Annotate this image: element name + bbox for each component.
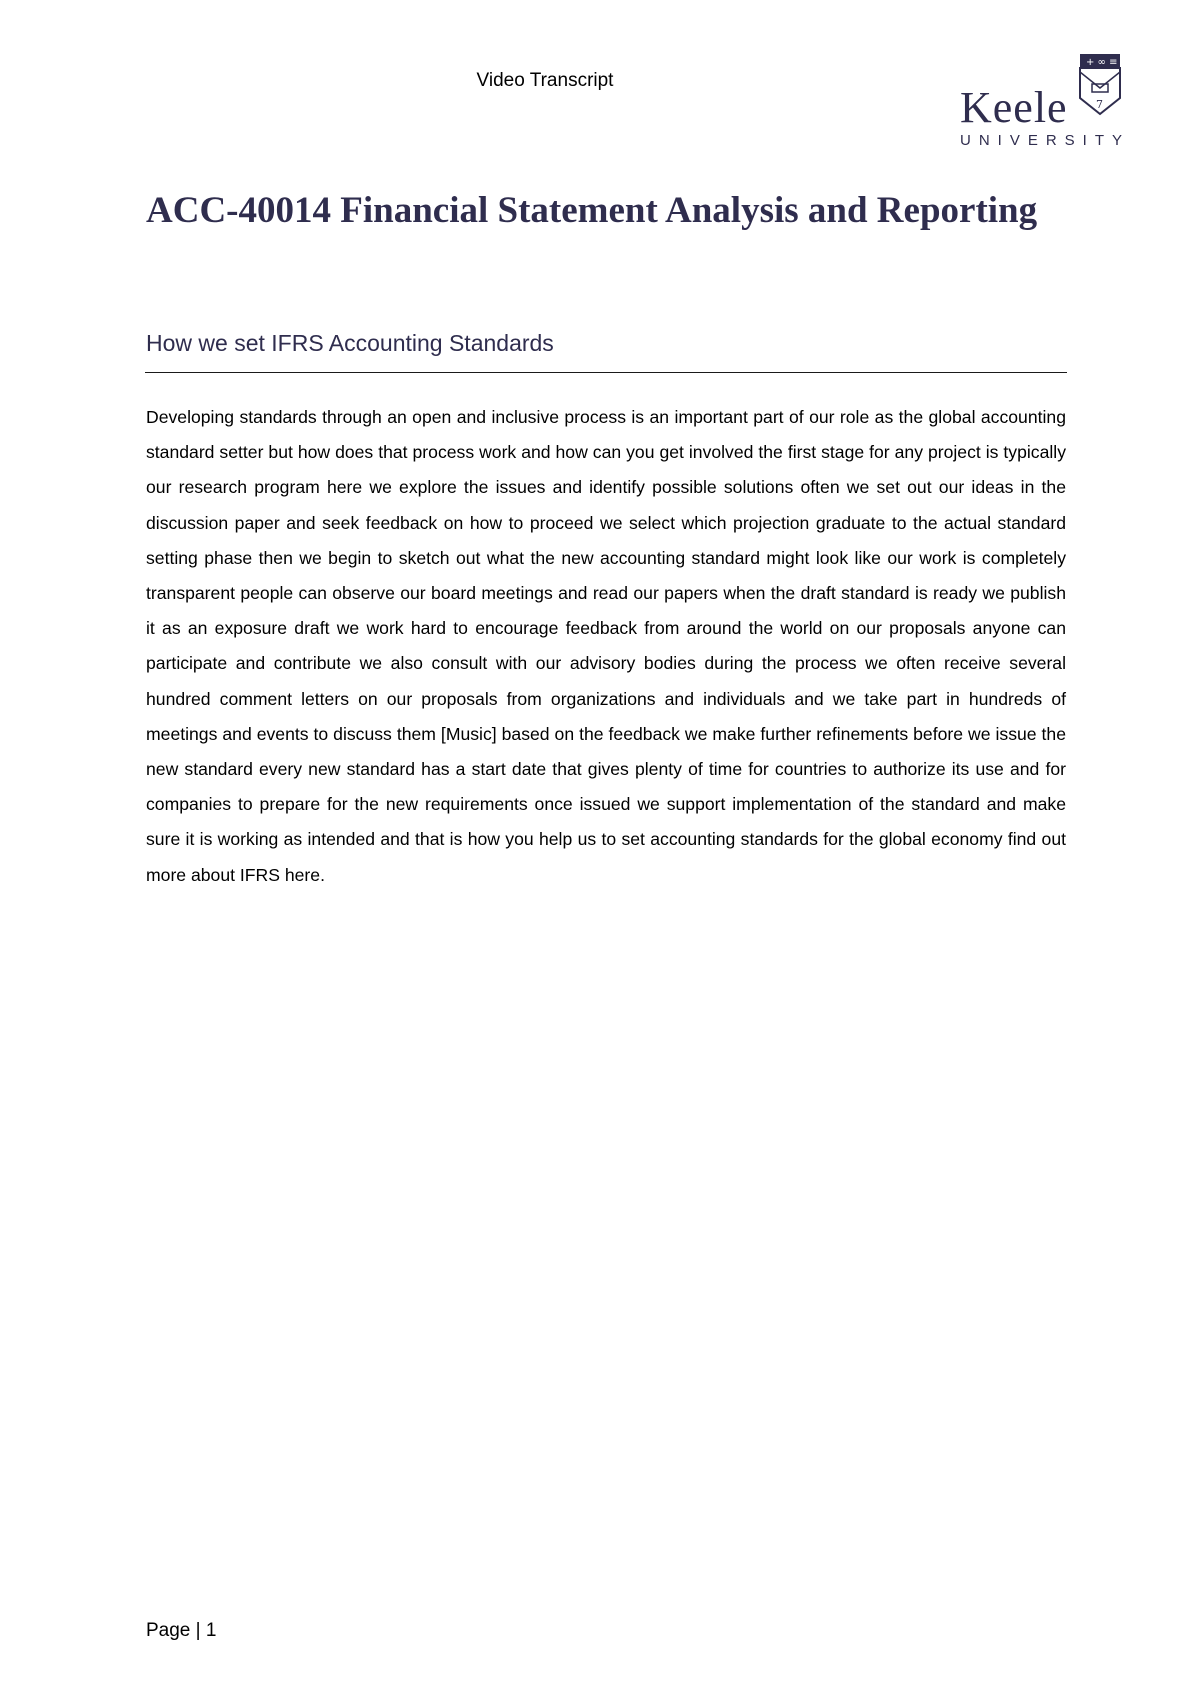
document-subtitle: How we set IFRS Accounting Standards	[146, 330, 554, 356]
header-label: Video Transcript	[476, 70, 614, 91]
svg-text:+ ∞ ≡: + ∞ ≡	[1086, 57, 1118, 68]
transcript-body: Developing standards through an open and inclusive process is an important part of our role as the global accounting standard setter but how does that process work and how can you get involved the first stage for any project is typically our research program here we explore the issues and identify possible solutions often we set out our ideas in the discussion paper and seek feedback on how to proceed we select which projection graduate to the actual standard setting phase then we begin to sketch out what the new accounting standard might look like our work is completely transparent people can observe our board meetings and read our papers when the draft standard is ready we publish it as an exposure draft we work hard to encourage feedback from around the world on our proposals anyone can participate and contribute we also consult with our advisory bodies during the process we often receive several hundred comment letters on our proposals from organizations and individuals and we take part in hundreds of meetings and events to discuss them [Music] based on the feedback we make further refinements before we issue the new standard every new standard has a start date that gives plenty of time for countries to authorize its use and for companies to prepare for the new requirements once issued we support implementation of the standard and make sure it is working as intended and that is how you help us to set accounting standards for the global economy find out more about IFRS here.	[146, 407, 1066, 885]
page-number: Page | 1	[146, 1620, 217, 1641]
heading-divider	[145, 372, 1067, 373]
keele-crest-icon	[1078, 52, 1122, 122]
logo-subtitle: UNIVERSITY	[960, 132, 1131, 149]
keele-university-logo	[960, 52, 1150, 152]
logo-wordmark: Keele	[960, 83, 1068, 132]
svg-text:7: 7	[1096, 98, 1103, 111]
document-title: ACC-40014 Financial Statement Analysis and Reporting	[146, 190, 1038, 231]
